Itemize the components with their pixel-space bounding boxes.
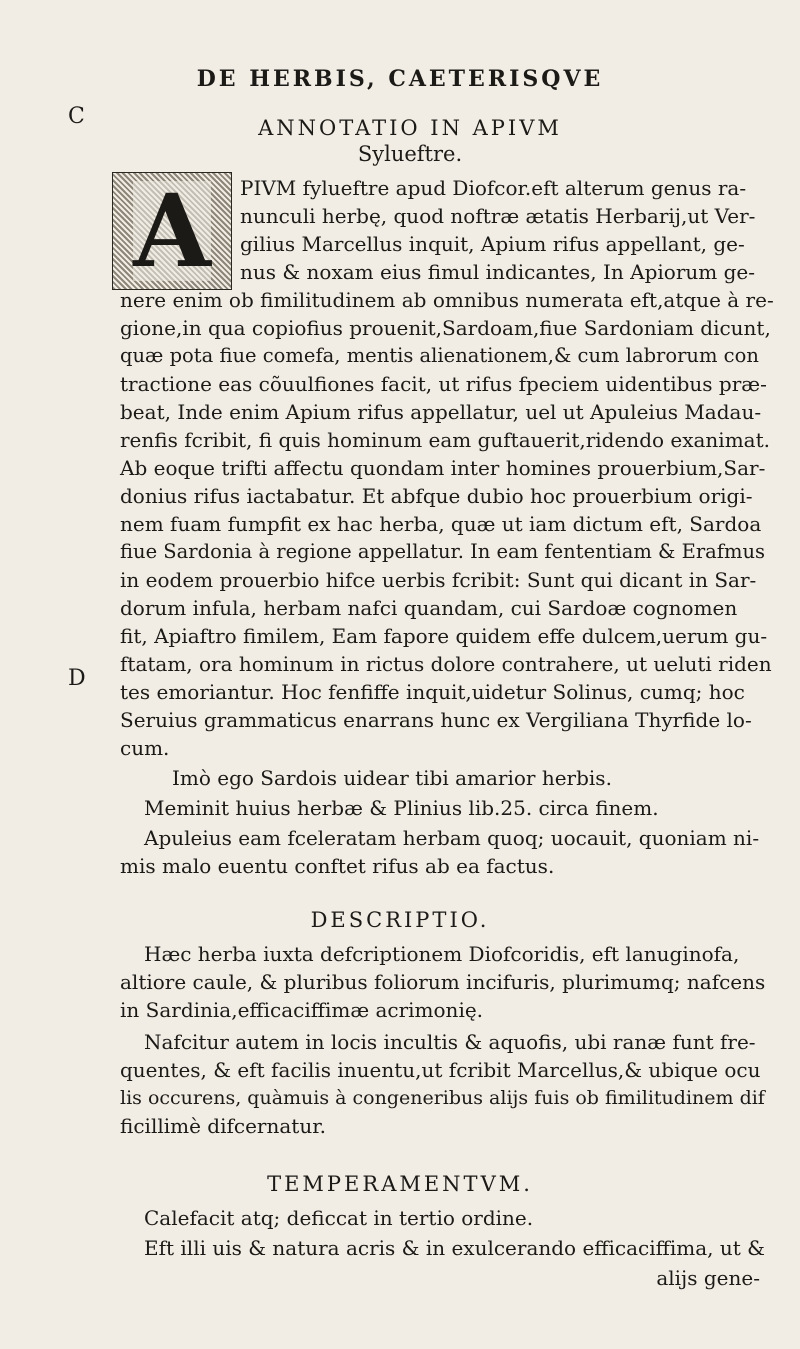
annotatio-line: gilius Marcellus inquit, Apium rifus appellant, ge- bbox=[240, 232, 745, 256]
annotatio-line: dorum infula, herbam nafci quandam, cui Sardoæ cognomen bbox=[120, 596, 738, 620]
margin-letter-c: C bbox=[68, 104, 85, 129]
annotatio-line: in eodem prouerbio hifce uerbis fcribit: Sunt qui dicant in Sar- bbox=[120, 568, 757, 592]
annotatio-heading: ANNOTATIO IN APIVM bbox=[258, 116, 562, 140]
running-head: DE HERBIS, CAETERISQVE bbox=[196, 66, 604, 92]
annotatio-line: nunculi herbę, quod noftræ ætatis Herbarij,ut Ver- bbox=[240, 204, 756, 228]
descriptio-line: lis occurens, quàmuis à congeneribus alijs fuis ob fimilitudinem dif bbox=[120, 1087, 765, 1109]
annotatio-line: nere enim ob fimilitudinem ab omnibus numerata eft,atque à re- bbox=[120, 288, 774, 312]
descriptio-line: altiore caule, & pluribus foliorum incifuris, plurimumq; nafcens bbox=[120, 970, 766, 994]
descriptio-line: quentes, & eft facilis inuentu,ut fcribit Marcellus,& ubique ocu bbox=[120, 1058, 761, 1082]
annotatio-line: tes emoriantur. Hoc fenfiffe inquit,uidetur Solinus, cumq; hoc bbox=[120, 680, 745, 704]
annotatio-line: tractione eas cõuulfiones facit, ut rifus fpeciem uidentibus præ- bbox=[120, 372, 767, 396]
annotatio-line: nus & noxam eius fimul indicantes, In Apiorum ge- bbox=[240, 260, 755, 284]
annotatio-line: Ab eoque trifti affectu quondam inter homines prouerbium,Sar- bbox=[120, 456, 766, 480]
descriptio-line: ficillimè difcernatur. bbox=[120, 1114, 326, 1138]
initial-letter: A bbox=[133, 172, 211, 290]
margin-letter-d: D bbox=[68, 666, 86, 691]
annotatio-line: quæ pota fiue comefa, mentis alienationem,& cum labrorum con bbox=[120, 344, 759, 367]
descriptio-heading: DESCRIPTIO. bbox=[310, 908, 490, 932]
annotatio-line: mis malo euentu conftet rifus ab ea factus. bbox=[120, 854, 555, 878]
descriptio-line: Hæc herba iuxta defcriptionem Diofcoridis, eft lanuginofa, bbox=[144, 942, 740, 966]
annotatio-line: PIVM fylueftre apud Diofcor.eft alterum genus ra- bbox=[240, 176, 747, 200]
annotatio-line: Meminit huius herbæ & Plinius lib.25. circa finem. bbox=[144, 796, 659, 820]
annotatio-line: fiue Sardonia à regione appellatur. In eam fententiam & Erafmus bbox=[120, 540, 766, 563]
annotatio-line: cum. bbox=[120, 736, 170, 760]
annotatio-line: renfis fcribit, fi quis hominum eam guftauerit,ridendo exanimat. bbox=[120, 428, 770, 452]
annotatio-line: ftatam, ora hominum in rictus dolore contrahere, ut ueluti riden bbox=[120, 652, 772, 676]
annotatio-subheading: Sylueftre. bbox=[357, 142, 463, 166]
annotatio-line: fit, Apiaftro fimilem, Eam fapore quidem effe dulcem,uerum gu- bbox=[120, 624, 768, 648]
annotatio-line: Seruius grammaticus enarrans hunc ex Vergiliana Thyrfide lo- bbox=[120, 708, 752, 732]
annotatio-line: nem fuam fumpfit ex hac herba, quæ ut iam dictum eft, Sardoa bbox=[120, 512, 762, 536]
catchword: alijs gene- bbox=[656, 1266, 760, 1290]
temperamentum-line: Calefacit atq; deficcat in tertio ordine. bbox=[144, 1206, 534, 1230]
descriptio-line: in Sardinia,efficaciffimæ acrimonię. bbox=[120, 998, 484, 1022]
temperamentum-heading: TEMPERAMENTVM. bbox=[267, 1172, 533, 1196]
annotatio-line: beat, Inde enim Apium rifus appellatur, uel ut Apuleius Madau- bbox=[120, 400, 762, 424]
verse-quotation: Imò ego Sardois uidear tibi amarior herbis. bbox=[172, 766, 612, 790]
annotatio-line: gione,in qua copiofius prouenit,Sardoam,fiue Sardoniam dicunt, bbox=[120, 316, 771, 340]
decorated-initial-image bbox=[112, 172, 232, 290]
annotatio-line: donius rifus iactabatur. Et abfque dubio hoc prouerbium origi- bbox=[120, 484, 753, 508]
temperamentum-line: Eft illi uis & natura acris & in exulcerando efficaciffima, ut & bbox=[144, 1236, 765, 1260]
descriptio-line: Nafcitur autem in locis incultis & aquofis, ubi ranæ funt fre- bbox=[144, 1030, 756, 1054]
annotatio-line: Apuleius eam fceleratam herbam quoq; uocauit, quoniam ni- bbox=[144, 826, 760, 850]
